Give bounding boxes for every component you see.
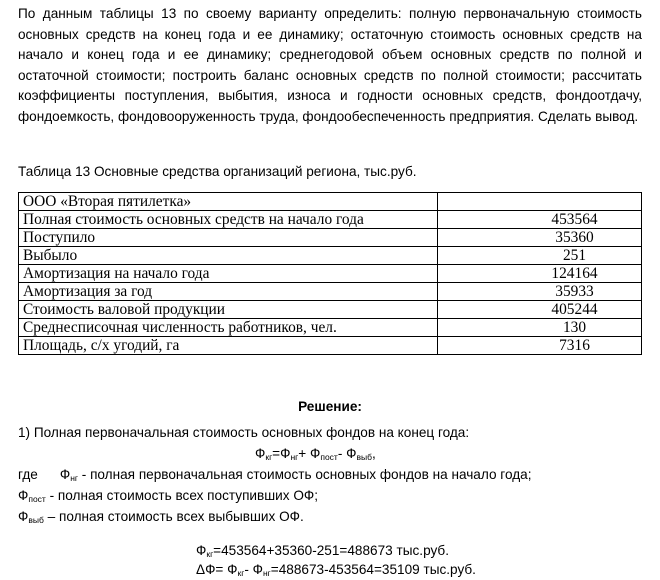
row-label: Амортизация на начало года — [19, 265, 438, 283]
fixed-assets-table — [18, 192, 642, 355]
task-text: По данным таблицы 13 по своему варианту определить: полную первоначальную стоимость основных средств на конец года и ее динамику; остаточную стоимость основных средств на начало и конец года и ее динамику; среднегодовой объем основных средств по полной и остаточной стоимости; построить баланс основных средств по полной стоимости; рассчитать коэффициенты поступления, выбытия, износа и годности основных средств, фондоотдачу, фондоемкость, фондовооруженность труда, фондообеспеченность предприятия. Сделать вывод. — [18, 6, 642, 124]
row-value: 405244 — [438, 301, 642, 319]
table-row — [19, 211, 642, 229]
table-header-label: ООО «Вторая пятилетка» — [19, 193, 438, 211]
table-row — [19, 247, 642, 265]
row-label: Среднесписочная численность работников, чел. — [19, 319, 438, 337]
table-row — [19, 301, 642, 319]
row-label: Выбыло — [19, 247, 438, 265]
table-row — [19, 283, 642, 301]
table-row — [19, 319, 642, 337]
calculation-dynamics: $\Delta Ф= Ф_{кг}-$ $Ф_{нг}=488673-453564=35109$ тыс.руб. — [196, 562, 476, 578]
table-caption: Таблица 13 Основные средства организаций региона, тыс.руб. — [18, 164, 417, 179]
definition-initial-value: где $Ф_{нг}$ - полная первоначальная стоимость основных фондов на начало года; — [18, 467, 532, 483]
table-row — [19, 337, 642, 355]
table-header-row — [19, 193, 642, 211]
step-1-heading: 1) Полная первоначальная стоимость основных фондов на конец года: — [18, 425, 470, 440]
row-value: 35360 — [438, 229, 642, 247]
table-header-value — [438, 193, 642, 211]
balance-formula: $Ф_{кг}=Ф_{нг}+ Ф_{пост}-$ $Ф_{выб}$, — [255, 446, 376, 462]
definition-received: $Ф_{пост}$ - полная стоимость всех поступивших ОФ; — [18, 488, 319, 504]
row-value: 7316 — [438, 337, 642, 355]
row-value: 251 — [438, 247, 642, 265]
row-label: Площадь, с/х угодий, га — [19, 337, 438, 355]
solution-title: Решение: — [298, 399, 362, 414]
row-label: Поступило — [19, 229, 438, 247]
table-row — [19, 265, 642, 283]
row-value: 453564 — [438, 211, 642, 229]
row-label: Амортизация за год — [19, 283, 438, 301]
row-value: 130 — [438, 319, 642, 337]
row-label: Полная стоимость основных средств на начало года — [19, 211, 438, 229]
row-value: 35933 — [438, 283, 642, 301]
calculation-end-of-year-value: $Ф_{кг}=453564+35360-251=488673$ тыс.руб. — [196, 543, 449, 559]
row-value: 124164 — [438, 265, 642, 283]
row-label: Стоимость валовой продукции — [19, 301, 438, 319]
table-row — [19, 229, 642, 247]
definition-retired: $Ф_{выб}$ – полная стоимость всех выбывших ОФ. — [18, 509, 304, 525]
